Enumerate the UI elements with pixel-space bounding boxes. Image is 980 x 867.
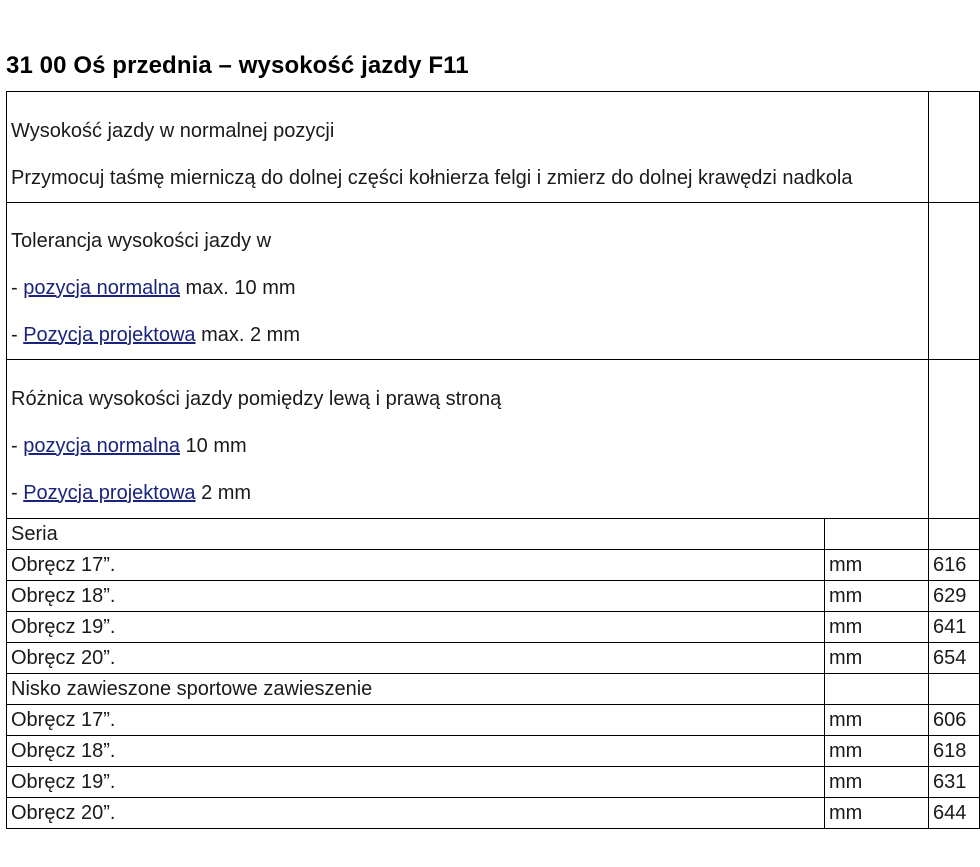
list-dash: - xyxy=(11,481,24,504)
ride-height-table xyxy=(6,91,980,829)
tolerance-cell xyxy=(7,203,929,360)
tolerance-normal-value: max. 10 mm xyxy=(179,276,296,299)
tolerance-row xyxy=(7,203,980,360)
table-row xyxy=(7,736,980,767)
list-dash: - xyxy=(11,323,24,346)
difference-item-design xyxy=(11,470,924,517)
design-position-link[interactable]: Pozycja projektowa xyxy=(23,323,196,346)
difference-design-value: 2 mm xyxy=(195,481,252,504)
difference-cell xyxy=(7,360,929,519)
normal-position-link[interactable]: pozycja normalna xyxy=(23,434,180,457)
table-row xyxy=(7,798,980,829)
height-value: 629 xyxy=(929,581,980,612)
empty-cell xyxy=(929,360,980,519)
table-row xyxy=(7,612,980,643)
height-value: 616 xyxy=(929,550,980,581)
difference-row xyxy=(7,360,980,519)
height-value: 644 xyxy=(929,798,980,829)
unit-label: mm xyxy=(825,798,929,829)
difference-item-normal xyxy=(11,423,924,470)
empty-cell xyxy=(929,674,980,705)
rim-size-label: Obręcz 17”. xyxy=(7,550,825,581)
height-value: 641 xyxy=(929,612,980,643)
table-row xyxy=(7,767,980,798)
sport-suspension-label: Nisko zawieszone sportowe zawieszenie xyxy=(7,674,825,705)
page-title: 31 00 Oś przednia – wysokość jazdy F11 xyxy=(6,52,469,79)
table-row xyxy=(7,705,980,736)
table-row xyxy=(7,643,980,674)
tolerance-heading: Tolerancja wysokości jazdy w xyxy=(11,229,272,252)
empty-cell xyxy=(825,519,929,550)
table-row xyxy=(7,550,980,581)
rim-size-label: Obręcz 19”. xyxy=(7,767,825,798)
rim-size-label: Obręcz 20”. xyxy=(7,798,825,829)
unit-label: mm xyxy=(825,736,929,767)
height-value: 606 xyxy=(929,705,980,736)
rim-size-label: Obręcz 17”. xyxy=(7,705,825,736)
unit-label: mm xyxy=(825,581,929,612)
unit-label: mm xyxy=(825,550,929,581)
empty-cell xyxy=(929,203,980,360)
unit-label: mm xyxy=(825,612,929,643)
empty-cell xyxy=(929,519,980,550)
sport-header-row xyxy=(7,674,980,705)
measurement-instruction: Przymocuj taśmę mierniczą do dolnej części kołnierza felgi i zmierz do dolnej krawędzi nadkola xyxy=(11,166,853,189)
rim-size-label: Obręcz 18”. xyxy=(7,581,825,612)
unit-label: mm xyxy=(825,705,929,736)
normal-position-row xyxy=(7,92,980,203)
normal-position-heading: Wysokość jazdy w normalnej pozycji xyxy=(11,119,335,142)
tolerance-item-normal xyxy=(11,265,924,312)
difference-normal-value: 10 mm xyxy=(179,434,247,457)
empty-cell xyxy=(929,92,980,203)
normal-position-link[interactable]: pozycja normalna xyxy=(23,276,180,299)
series-label: Seria xyxy=(7,519,825,550)
height-value: 618 xyxy=(929,736,980,767)
unit-label: mm xyxy=(825,643,929,674)
height-value: 631 xyxy=(929,767,980,798)
list-dash: - xyxy=(11,434,24,457)
height-value: 654 xyxy=(929,643,980,674)
normal-position-cell xyxy=(7,92,929,203)
rim-size-label: Obręcz 18”. xyxy=(7,736,825,767)
tolerance-item-design xyxy=(11,312,924,359)
tolerance-design-value: max. 2 mm xyxy=(195,323,300,346)
series-header-row xyxy=(7,519,980,550)
difference-heading: Różnica wysokości jazdy pomiędzy lewą i prawą stroną xyxy=(11,387,502,410)
rim-size-label: Obręcz 19”. xyxy=(7,612,825,643)
rim-size-label: Obręcz 20”. xyxy=(7,643,825,674)
unit-label: mm xyxy=(825,767,929,798)
design-position-link[interactable]: Pozycja projektowa xyxy=(23,481,196,504)
empty-cell xyxy=(825,674,929,705)
table-row xyxy=(7,581,980,612)
list-dash: - xyxy=(11,276,24,299)
